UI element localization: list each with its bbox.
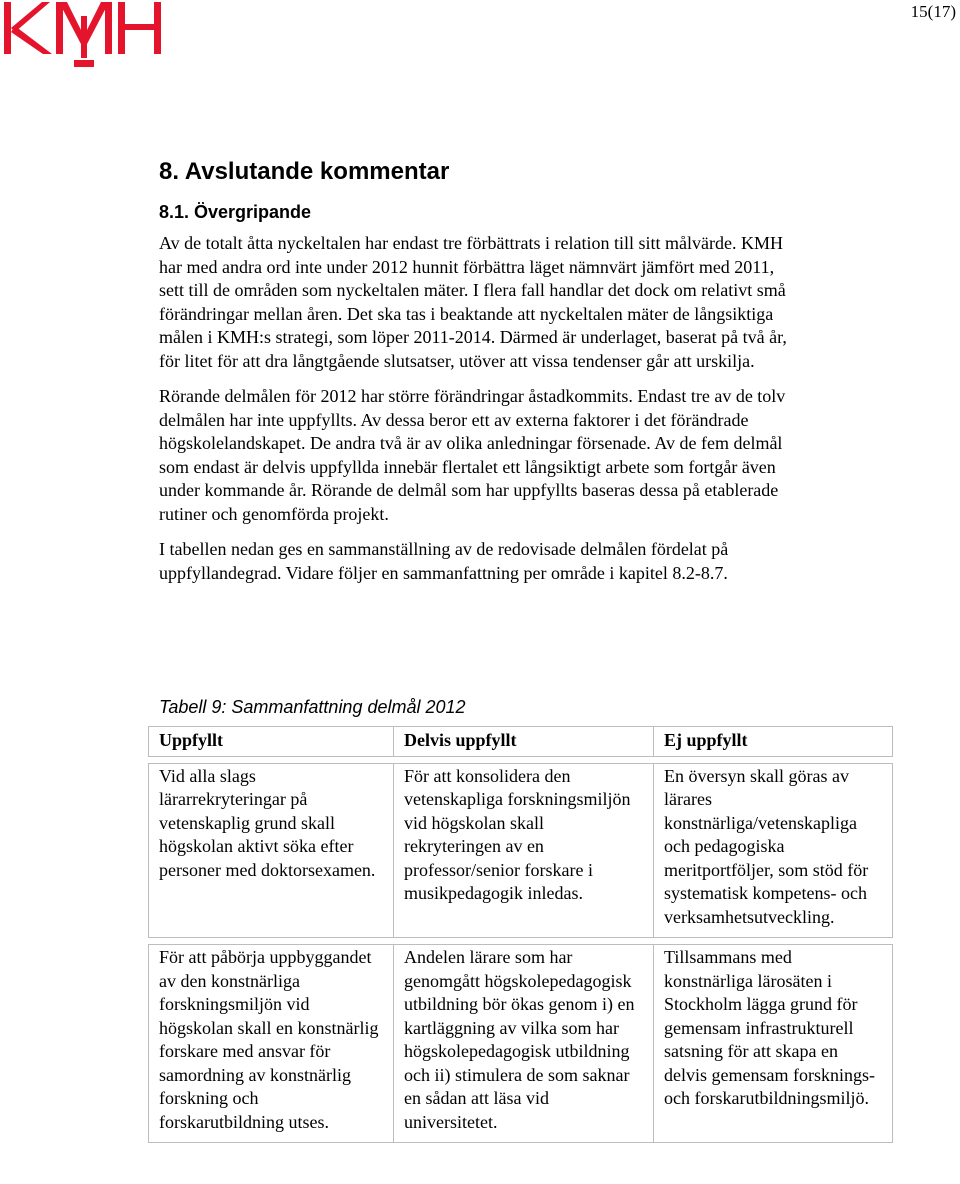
table-cell: En översyn skall göras av lärares konstnärliga/vetenskapliga och pedagogiska meritportföljer, som stöd för systematisk kompetens- och verksamhetsutveckling. <box>654 763 893 938</box>
paragraph: Rörande delmålen för 2012 har större förändringar åstadkommits. Endast tre av de tolv delmålen har inte uppfyllts. Av dessa beror ett av externa faktorer i det förändrade högskolelandskapet. De andra två är av olika anledningar försenade. Av de fem delmål som endast är delvis uppfyllda innebär flertalet ett långsiktigt arbete som fortgår även under kommande år. Rörande de delmål som har uppfyllts baseras dessa på etablerade rutiner och genomförda projekt. <box>159 386 786 524</box>
table-spacer <box>149 938 893 945</box>
summary-table <box>148 726 893 1143</box>
paragraph: I tabellen nedan ges en sammanställning av de redovisade delmålen fördelat på uppfyllandegrad. Vidare följer en sammanfattning per område i kapitel 8.2-8.7. <box>159 539 729 583</box>
column-header: Ej uppfyllt <box>654 727 893 757</box>
column-header: Uppfyllt <box>149 727 394 757</box>
kmh-logo <box>4 2 164 68</box>
table-header-row <box>149 727 893 757</box>
table-spacer <box>149 756 893 763</box>
table-cell: Vid alla slags lärarrekryteringar på vetenskaplig grund skall högskolan aktivt söka efter personer med doktorsexamen. <box>149 763 394 938</box>
table-caption: Tabell 9: Sammanfattning delmål 2012 <box>159 697 466 717</box>
table-cell: För att konsolidera den vetenskapliga forskningsmiljön vid högskolan skall rekryteringen av en professor/senior forskare i musikpedagogik inledas. <box>394 763 654 938</box>
section-heading: 8. Avslutande kommentar <box>159 158 450 185</box>
table-cell: Andelen lärare som har genomgått högskolepedagogisk utbildning bör ökas genom i) en kartläggning av vilka som har högskolepedagogisk utbildning och ii) stimulera de som saknar en sådan att läsa vid universitetet. <box>394 945 654 1143</box>
paragraph: Av de totalt åtta nyckeltalen har endast tre förbättrats i relation till sitt målvärde. KMH har med andra ord inte under 2012 hunnit förbättra läget nämnvärt jämfört med 2011, sett till de områden som nyckeltalen mäter. I flera fall handlar det dock om relativt små förändringar mellan åren. Det ska tas i beaktande att nyckeltalen mäter de långsiktiga målen i KMH:s strategi, som löper 2011-2014. Därmed är underlaget, baserat på två år, för litet för att dra långtgående slutsatser, utöver att vissa tendenser går att urskilja. <box>159 233 787 371</box>
page-number: 15(17) <box>910 2 956 21</box>
table-cell: Tillsammans med konstnärliga lärosäten i Stockholm lägga grund för gemensam infrastrukturell satsning för att skapa en delvis gemensam forsknings- och forskarutbildningsmiljö. <box>654 945 893 1143</box>
column-header: Delvis uppfyllt <box>394 727 654 757</box>
subsection-heading: 8.1. Övergripande <box>159 202 312 222</box>
table-row <box>149 763 893 938</box>
paragraphs <box>159 232 799 597</box>
table-cell: För att påbörja uppbyggandet av den konstnärliga forskningsmiljön vid högskolan skall en konstnärlig forskare med ansvar för samordning av konstnärlig forskning och forskarutbildning utses. <box>149 945 394 1143</box>
table-row <box>149 945 893 1143</box>
